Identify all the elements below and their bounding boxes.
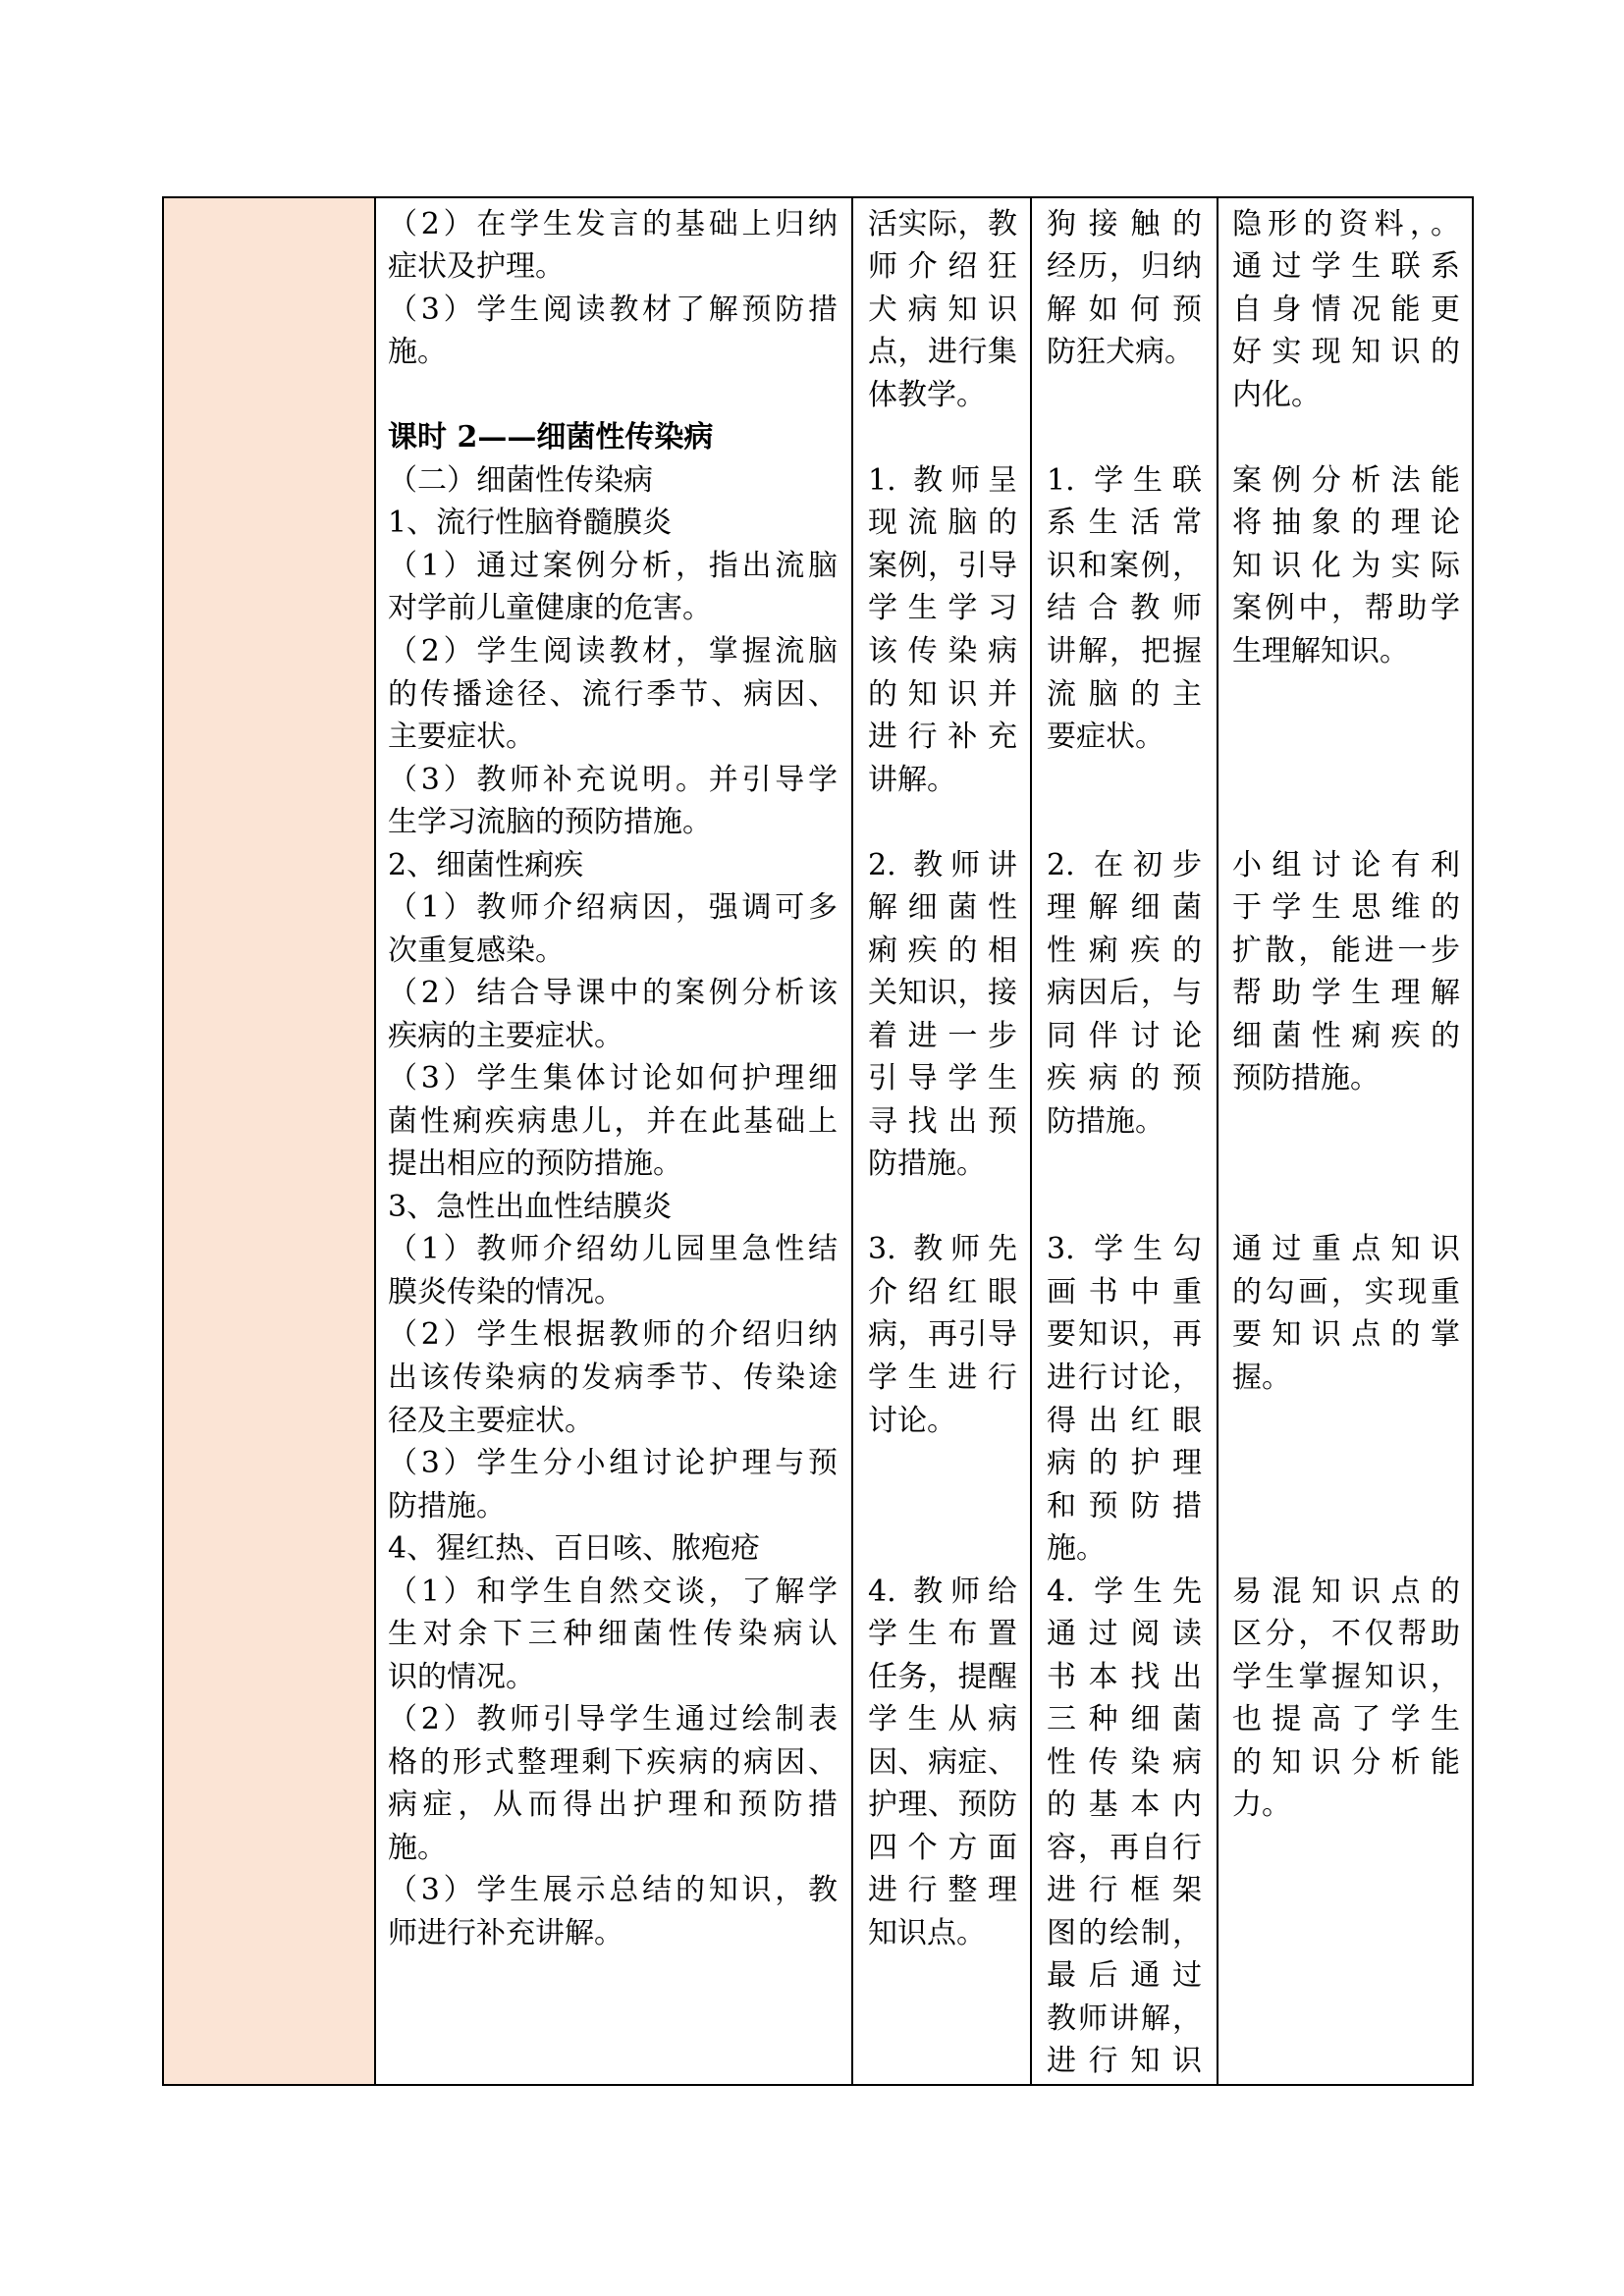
text-line: 和预防措 [1047,1488,1202,1523]
text-line: （1）通过案例分析，指出流脑 [388,548,838,583]
text-line: 进行补充 [868,720,1017,755]
text-line: （3）学生分小组讨论护理与预 [388,1446,838,1481]
text-line: （2）在学生发言的基础上归纳 [388,206,838,241]
text-line: （2）学生阅读教材，掌握流脑 [388,633,838,668]
text-line: 的勾画，实现重 [1232,1274,1460,1309]
text-line: 学生进行 [868,1360,1017,1395]
text-line: 施。 [1047,1531,1106,1567]
text-line: 菌性痢疾病患儿，并在此基础上 [388,1103,838,1139]
text-line: 好实现知识的 [1232,335,1460,370]
text-line: 知识化为实际 [1232,548,1460,583]
text-line: 生对余下三种细菌性传染病认 [388,1617,838,1652]
text-line: （2）教师引导学生通过绘制表 [388,1702,838,1737]
text-line: 书本找出 [1047,1659,1202,1694]
text-line: 知识点。 [868,1915,986,1950]
text-line: 图的绘制， [1047,1915,1202,1950]
text-line: 教师讲解， [1047,2001,1202,2036]
text-line: 提出相应的预防措施。 [388,1147,682,1182]
text-line: 自身情况能更 [1232,292,1460,327]
text-line: 2、细菌性痢疾 [388,847,584,882]
text-line: 识的情况。 [388,1659,535,1694]
text-line: 解细菌性 [868,890,1017,926]
text-line: 病症，从而得出护理和预防措 [388,1788,838,1823]
text-line: 易混知识点的 [1232,1574,1460,1609]
text-line: 防措施。 [1047,1103,1164,1139]
text-line: 点，进行集 [868,335,1017,370]
text-line: 进行讨论， [1047,1360,1202,1395]
column-divider [1030,198,1032,2084]
text-line: 该传染病 [868,633,1017,668]
text-line: 3. 教师先 [868,1232,1017,1267]
text-line: 案例中，帮助学 [1232,591,1460,626]
text-line: （3）学生阅读教材了解预防措 [388,292,838,327]
text-line: 性传染病 [1047,1744,1202,1780]
text-line: 握。 [1232,1360,1291,1395]
text-line: 4. 学生先 [1047,1574,1202,1609]
text-line: 出该传染病的发病季节、传染途 [388,1360,838,1395]
text-line: 三种细菌 [1047,1702,1202,1737]
text-line: （3）学生展示总结的知识，教 [388,1873,838,1908]
text-line: 学生从病 [868,1702,1017,1737]
text-line: 识和案例， [1047,548,1202,583]
text-line: 进行整理 [868,1873,1017,1908]
text-line: 防措施。 [388,1488,506,1523]
text-line: 2. 教师讲 [868,847,1017,882]
text-line: 护理、预防 [868,1788,1017,1823]
text-line: 寻找出预 [868,1103,1017,1139]
text-line: 症状及护理。 [388,249,565,285]
text-line: 细菌性痢疾的 [1232,1018,1460,1053]
text-line: 预防措施。 [1232,1061,1380,1096]
text-line: 四个方面 [868,1830,1017,1865]
column-divider [1217,198,1218,2084]
text-line: 解如何预 [1047,292,1202,327]
text-line: 讨论。 [868,1403,956,1438]
text-line: 进行知识 [1047,2044,1202,2079]
text-line: （3）学生集体讨论如何护理细 [388,1061,838,1096]
text-line: 的传播途径、流行季节、病因、 [388,676,838,712]
text-line: 力。 [1232,1788,1291,1823]
text-line: 进行框架 [1047,1873,1202,1908]
text-line: 1. 教师呈 [868,462,1017,498]
text-line: 生理解知识。 [1232,633,1409,668]
column-divider [374,198,376,2084]
text-line: 也提高了学生 [1232,1702,1460,1737]
text-line: 犬病知识 [868,292,1017,327]
text-line: 小组讨论有利 [1232,847,1460,882]
text-line: 1、流行性脑脊髓膜炎 [388,506,673,541]
text-line: 师进行补充讲解。 [388,1915,623,1950]
text-line: 疾病的主要症状。 [388,1018,623,1053]
text-line: 4、猩红热、百日咳、脓疱疮 [388,1531,761,1567]
text-line: 得出红眼 [1047,1403,1202,1438]
text-line: 通过学生联系 [1232,249,1460,285]
text-line: （1）教师介绍病因，强调可多 [388,890,838,926]
text-line: 施。 [388,335,447,370]
text-line: 膜炎传染的情况。 [388,1274,623,1309]
text-line: 学生布置 [868,1617,1017,1652]
text-line: 于学生思维的 [1232,890,1460,926]
text-line: 病的护理 [1047,1446,1202,1481]
text-line: 同伴讨论 [1047,1018,1202,1053]
text-line: 病因后，与 [1047,976,1202,1011]
text-line: 案例分析法能 [1232,462,1460,498]
text-line: 容，再自行 [1047,1830,1202,1865]
text-line: （1）和学生自然交谈，了解学 [388,1574,838,1609]
text-line: 病，再引导 [868,1317,1017,1353]
text-line: 帮助学生理解 [1232,976,1460,1011]
first-column-shaded-cell [164,198,375,2084]
text-line: 狗接触的 [1047,206,1202,241]
text-line: 关知识，接 [868,976,1017,1011]
text-line: 将抽象的理论 [1232,506,1460,541]
text-line: 痢疾的相 [868,933,1017,968]
text-line: 因、病症、 [868,1744,1017,1780]
text-line: 主要症状。 [388,720,535,755]
text-line: 性痢疾的 [1047,933,1202,968]
text-line: 生学习流脑的预防措施。 [388,805,712,840]
text-line: （二）细菌性传染病 [388,462,653,498]
text-line: 流脑的主 [1047,676,1202,712]
text-line: 1. 学生联 [1047,462,1202,498]
text-line: 疾病的预 [1047,1061,1202,1096]
text-line: 现流脑的 [868,506,1017,541]
text-line: 最后通过 [1047,1958,1202,1994]
text-line: 讲解，把握 [1047,633,1202,668]
text-line: 介绍红眼 [868,1274,1017,1309]
text-line: 系生活常 [1047,506,1202,541]
text-line: 学生学习 [868,591,1017,626]
text-line: 对学前儿童健康的危害。 [388,591,712,626]
text-line: 隐形的资料，。 [1232,206,1460,241]
text-line: 结合教师 [1047,591,1202,626]
text-line: 理解细菌 [1047,890,1202,926]
text-line: 着进一步 [868,1018,1017,1053]
text-line: 师介绍狂 [868,249,1017,285]
column-divider [851,198,853,2084]
text-line: 防措施。 [868,1147,986,1182]
text-line: （1）教师介绍幼儿园里急性结 [388,1232,838,1267]
text-line: 施。 [388,1830,447,1865]
text-line: 要知识点的掌 [1232,1317,1460,1353]
text-line: 格的形式整理剩下疾病的病因、 [388,1744,838,1780]
text-line: 3、急性出血性结膜炎 [388,1189,673,1224]
text-line: 2. 在初步 [1047,847,1202,882]
text-line: 次重复感染。 [388,933,565,968]
text-line: （2）结合导课中的案例分析该 [388,976,838,1011]
text-line: 的知识并 [868,676,1017,712]
text-line: 要症状。 [1047,720,1164,755]
text-line: 3. 学生勾 [1047,1232,1202,1267]
text-line: 案例，引导 [868,548,1017,583]
text-line: 引导学生 [868,1061,1017,1096]
text-line: 学生掌握知识， [1232,1659,1460,1694]
text-line: 的知识分析能 [1232,1744,1460,1780]
text-line: 内化。 [1232,377,1321,412]
lesson-heading: 课时 2——细菌性传染病 [388,420,714,455]
text-line: 经历，归纳 [1047,249,1202,285]
text-line: 要知识，再 [1047,1317,1202,1353]
text-line: 径及主要症状。 [388,1403,594,1438]
text-line: 4. 教师给 [868,1574,1017,1609]
text-line: 任务，提醒 [868,1659,1017,1694]
text-line: 扩散，能进一步 [1232,933,1460,968]
text-line: 通过重点知识 [1232,1232,1460,1267]
text-line: （3）教师补充说明。并引导学 [388,762,838,797]
text-line: 讲解。 [868,762,956,797]
text-line: 防狂犬病。 [1047,335,1194,370]
text-line: 画书中重 [1047,1274,1202,1309]
lesson-plan-table [162,196,1474,2086]
text-line: 活实际，教 [868,206,1017,241]
text-line: （2）学生根据教师的介绍归纳 [388,1317,838,1353]
text-line: 的基本内 [1047,1788,1202,1823]
text-line: 区分，不仅帮助 [1232,1617,1460,1652]
text-line: 体教学。 [868,377,986,412]
text-line: 通过阅读 [1047,1617,1202,1652]
